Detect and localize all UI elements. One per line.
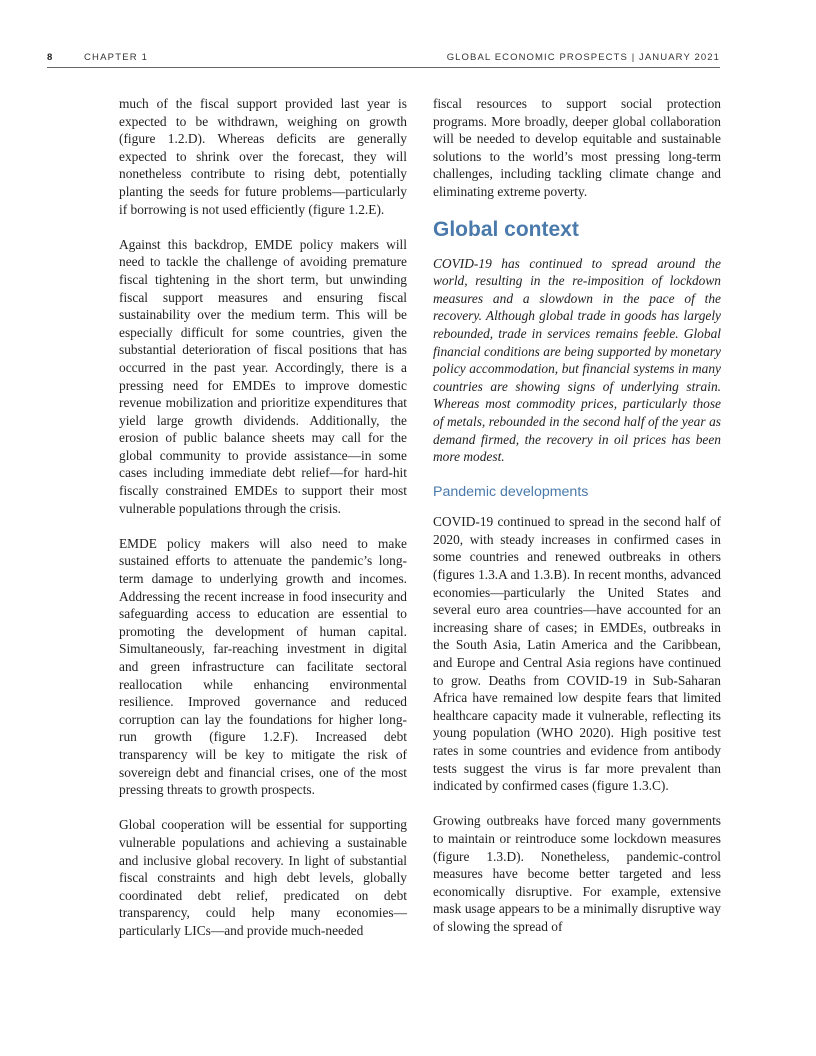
body-paragraph: fiscal resources to support social protection programs. More broadly, deeper global collaboration will be needed to develop equitable and sustainable solutions to the world’s most pressing long-term challenges, including tackling climate change and eliminating extreme poverty. xyxy=(433,96,721,199)
left-column xyxy=(119,95,407,940)
body-paragraph: Global cooperation will be essential for supporting vulnerable populations and achieving a sustainable and inclusive global recovery. In light of substantial fiscal constraints and high debt levels, globally coordinated debt relief, predicated on debt transparency, could help many economies—particularly LICs—and provide much-needed xyxy=(119,817,407,938)
body-paragraph: Growing outbreaks have forced many governments to maintain or reintroduce some lockdown measures (figure 1.3.D). Nonetheless, pandemic-control measures have become better targeted and less economically disruptive. For example, extensive mask usage appears to be a minimally disruptive way of slowing the spread of xyxy=(433,813,721,934)
body-paragraph: COVID-19 continued to spread in the second half of 2020, with steady increases in confirmed cases in some countries and renewed outbreaks in others (figures 1.3.A and 1.3.B). In recent months, advanced economies—particularly the United States and several euro area countries—have accounted for an increasing share of cases; in EMDEs, outbreaks in the South Asia, Latin America and the Caribbean, and Europe and Central Asia regions have continued to grow. Deaths from COVID-19 in Sub-Saharan Africa have remained low despite fears that limited healthcare capacity made it vulnerable, reflecting its young population (WHO 2020). High positive test rates in some countries and evidence from antibody tests suggest the virus is far more prevalent than indicated by confirmed cases (figure 1.3.C). xyxy=(433,514,721,794)
section-heading: Global context xyxy=(433,217,579,241)
subsection-heading: Pandemic developments xyxy=(433,484,589,501)
body-paragraph: EMDE policy makers will also need to make sustained efforts to attenuate the pandemic’s long-term damage to underlying growth and incomes. Addressing the recent increase in food insecurity and safeguarding access to education are essential to promoting the development of human capital. Simultaneously, far-reaching investment in digital and green infrastructure can facilitate sectoral reallocation while enhancing environmental resilience. Improved governance and reduced corruption can lay the foundations for higher long-run growth (figure 1.2.F). Increased debt transparency will be key to mitigate the risk of sovereign debt and financial crises, one of the most pressing threats to growth prospects. xyxy=(119,535,407,798)
right-column xyxy=(433,95,721,936)
header-divider xyxy=(47,67,720,68)
body-paragraph: Against this backdrop, EMDE policy makers will need to tackle the challenge of avoiding premature fiscal tightening in the short term, but unwinding fiscal support measures and ensuring fiscal sustainability over the medium term. This will be especially difficult for some countries, given the substantial deterioration of fiscal positions that has occurred in the past year. Accordingly, there is a pressing need for EMDEs to improve domestic revenue mobilization and prioritize expenditures that yield large growth dividends. Additionally, the erosion of public balance sheets may call for the global community to provide assistance—in some cases including immediate debt relief—for hard-hit fiscally constrained EMDEs to support their most vulnerable populations through the crisis. xyxy=(119,236,407,516)
page-number: 8 xyxy=(47,52,53,63)
section-lead-italic: COVID-19 has continued to spread around the world, resulting in the re-imposition of lockdown measures and a slowdown in the pace of the recovery. Although global trade in goods has largely rebounded, trade in services remains feeble. Global financial conditions are being supported by monetary policy accommodation, but financial systems in many countries are showing signs of underlying strain. Whereas most commodity prices, particularly those of metals, rebounded in the second half of the year as demand firmed, the recovery in oil prices has been more modest. xyxy=(433,255,721,465)
running-head-chapter: CHAPTER 1 xyxy=(84,52,149,63)
body-paragraph: much of the fiscal support provided last year is expected to be withdrawn, weighing on growth (figure 1.2.D). Whereas deficits are generally expected to shrink over the forecast, they will nonetheless contribute to rising debt, potentially planting the seeds for future problems—particularly if borrowing is not used efficiently (figure 1.2.E). xyxy=(119,96,407,217)
running-head-publication: GLOBAL ECONOMIC PROSPECTS | JANUARY 2021 xyxy=(446,52,720,63)
